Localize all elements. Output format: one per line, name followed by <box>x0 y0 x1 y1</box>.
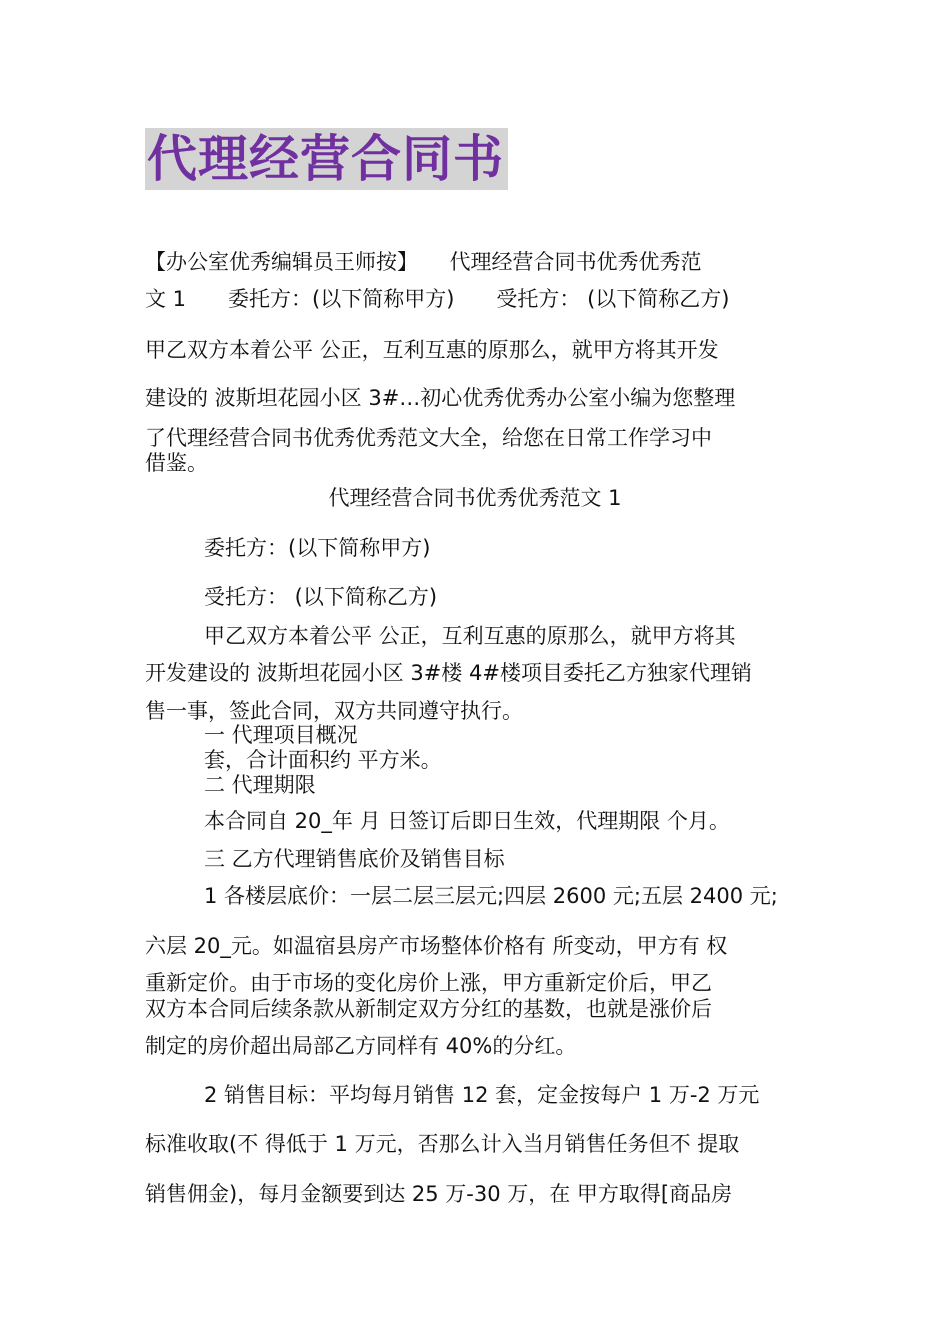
body-line: 三 乙方代理销售底价及销售目标 <box>204 847 505 871</box>
intro-line: 甲乙双方本着公平 公正，互利互惠的原那么，就甲方将其开发 <box>145 338 719 362</box>
body-line: 2 销售目标：平均每月销售 12 套，定金按每户 1 万-2 万元 <box>204 1083 760 1107</box>
title-highlight <box>145 128 508 190</box>
body-line: 套，合计面积约 平方米。 <box>204 748 442 772</box>
intro-line: 了代理经营合同书优秀优秀范文大全，给您在日常工作学习中 <box>145 426 712 450</box>
document-title: 代理经营合同书 <box>147 130 504 188</box>
body-line: 售一事，签此合同，双方共同遵守执行。 <box>145 699 523 723</box>
body-line: 重新定价。由于市场的变化房价上涨，甲方重新定价后，甲乙 <box>145 971 712 995</box>
body-line: 甲乙双方本着公平 公正，互利互惠的原那么，就甲方将其 <box>204 624 736 648</box>
body-line: 本合同自 20_年 月 日签订后即日生效，代理期限 个月。 <box>204 809 730 833</box>
body-line: 1 各楼层底价：一层二层三层元;四层 2600 元;五层 2400 元; <box>204 884 778 908</box>
body-line: 二 代理期限 <box>204 773 316 797</box>
intro-line: 文 1 委托方：(以下简称甲方) 受托方： (以下简称乙方) <box>145 287 730 311</box>
body-line: 六层 20_元。如温宿县房产市场整体价格有 所变动，甲方有 权 <box>145 934 728 958</box>
body-line: 委托方：(以下简称甲方) <box>204 536 431 560</box>
intro-line: 借鉴。 <box>145 451 208 475</box>
body-line: 双方本合同后续条款从新制定双方分红的基数，也就是涨价后 <box>145 997 712 1021</box>
intro-line: 建设的 波斯坦花园小区 3#…初心优秀优秀办公室小编为您整理 <box>145 386 736 410</box>
body-line: 制定的房价超出局部乙方同样有 40%的分红。 <box>145 1034 577 1058</box>
body-line: 开发建设的 波斯坦花园小区 3#楼 4#楼项目委托乙方独家代理销 <box>145 661 752 685</box>
body-line: 受托方： (以下简称乙方) <box>204 585 438 609</box>
intro-line: 【办公室优秀编辑员王师按】 代理经营合同书优秀优秀范 <box>145 250 702 274</box>
section-subtitle: 代理经营合同书优秀优秀范文 1 <box>328 486 622 510</box>
body-line: 标准收取(不 得低于 1 万元，否那么计入当月销售任务但不 提取 <box>145 1132 740 1156</box>
body-line: 销售佣金)，每月金额要到达 25 万-30 万，在 甲方取得[商品房 <box>145 1182 733 1206</box>
body-line: 一 代理项目概况 <box>204 723 358 747</box>
